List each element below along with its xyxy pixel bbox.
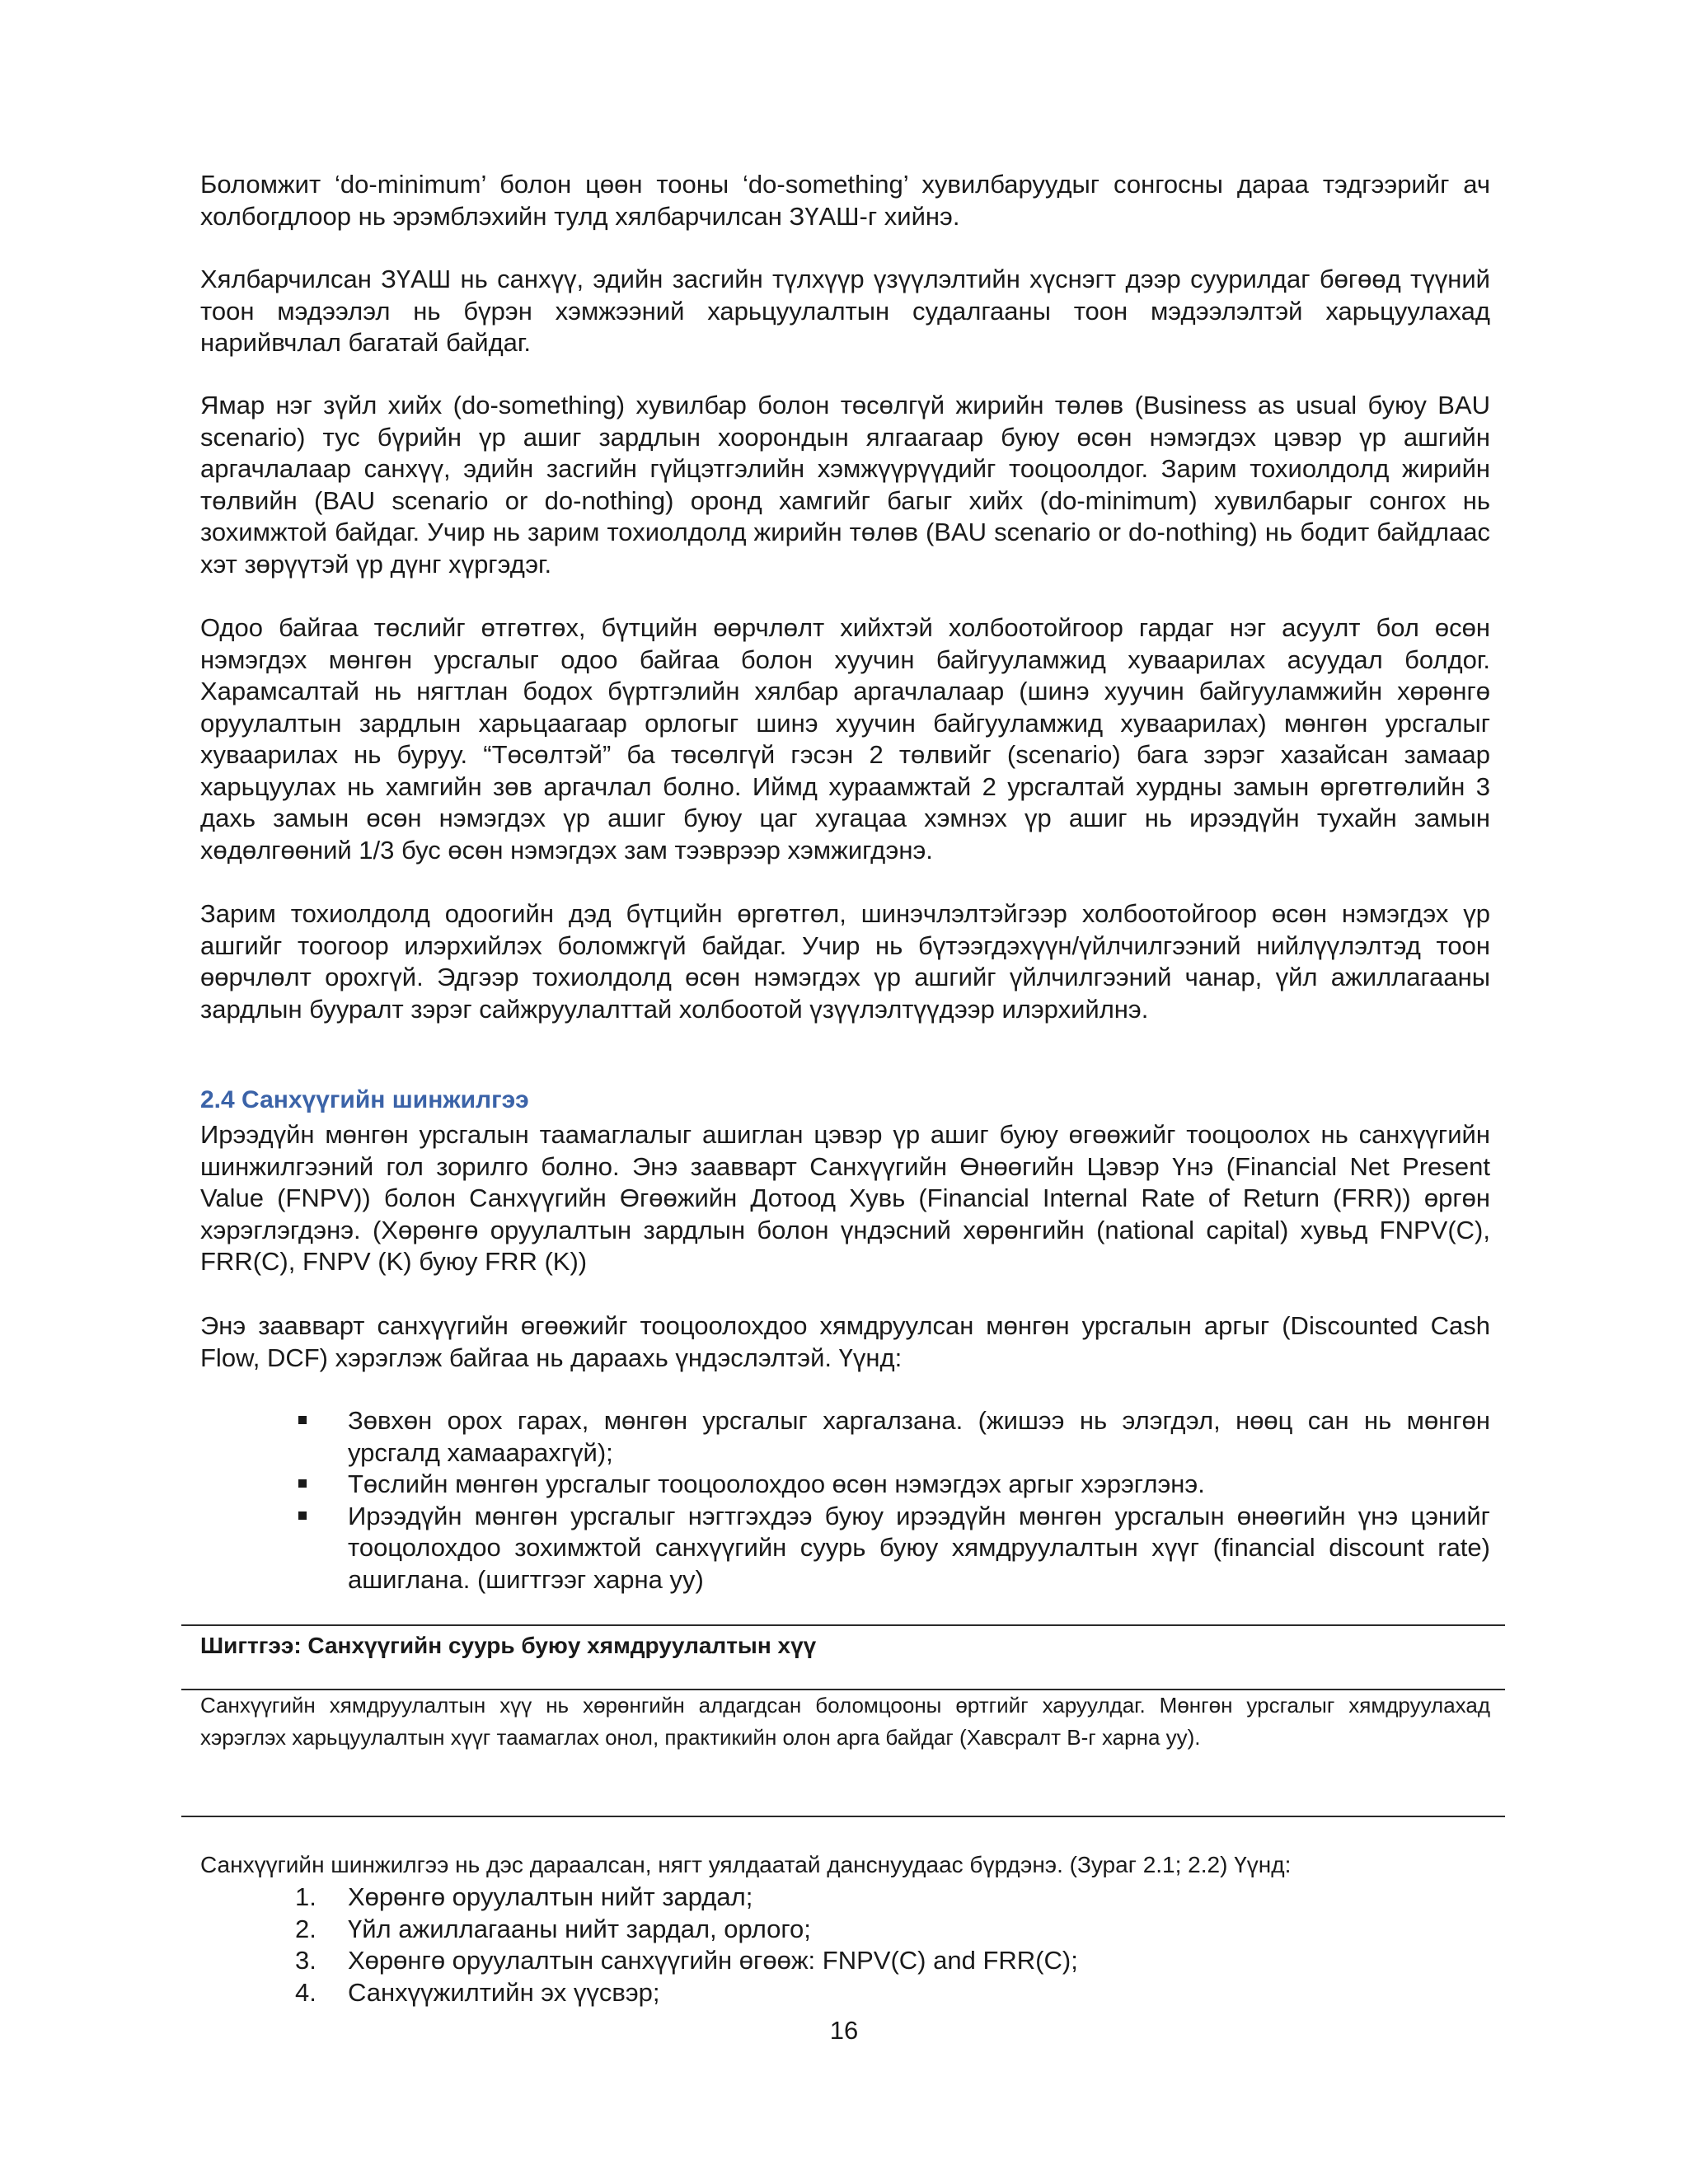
bullet-marker (298, 1479, 307, 1488)
bullet-text: Төслийн мөнгөн урсгалыг тооцоолохдоо өсөн нэмэгдэх аргыг хэрэглэнэ. (348, 1469, 1205, 1498)
paragraph-simplified-analysis: Хялбарчилсан ЗҮАШ нь санхүү, эдийн засгийн түлхүүр үзүүлэлтийн хүснэгт дээр суурилдаг бөгөөд түүний тоон мэдээлэл нь бүрэн хэмжээний харьцуулалтын судалгааны тоон мэдээлэлтэй харьцуулахад нарийвчлал багатай байдаг. (200, 265, 1490, 357)
item-text: Хөрөнгө оруулалтын санхүүгийн өгөөж: FNPV(C) and FRR(C); (348, 1946, 1078, 1975)
list-item (295, 1501, 1490, 1596)
item-text: Үйл ажиллагааны нийт зардал, орлого; (348, 1914, 811, 1943)
paragraph-dcf: Энэ заавварт санхүүгийн өгөөжийг тооцоолохдоо хямдруулсан мөнгөн урсгалын аргыг (Discounted Cash Flow, DCF) хэрэглэж байгаа нь дараахь үндэслэлтэй. Үүнд: (200, 1311, 1490, 1372)
list-item (295, 1945, 1490, 1977)
item-number: 1. (295, 1882, 316, 1911)
box-title: Шигтгээ: Санхүүгийн суурь буюу хямдруулалтын хүү (200, 1633, 817, 1658)
paragraph-financial-goal: Ирээдүйн мөнгөн урсгалын таамаглалыг ашиглан цэвэр үр ашиг буюу өгөөжийг тооцоолох нь санхүүгийн шинжилгээний гол зорилго болно. Энэ заавварт Санхүүгийн Өнөөгийн Цэвэр Үнэ (Financial Net Present Value (FNPV)) болон Санхүүгийн Өгөөжийн Дотоод Хувь (Financial Internal Rate of Return (FRR)) өргөн хэрэглэгдэнэ. (Хөрөнгө оруулалтын зардлын болон үндэсний хөрөнгийн (national capital) хувьд FNPV(C), FRR(C), FNPV (K) буюу FRR (K)) (200, 1120, 1490, 1276)
list-item (295, 1469, 1490, 1501)
bullet-list (295, 1405, 1490, 1596)
paragraph-existing-project: Одоо байгаа төслийг өтгөтгөх, бүтцийн өөрчлөлт хийхтэй холбоотойгоор гардаг нэг асуулт бол өсөн нэмэгдэх мөнгөн урсгалыг одоо байгаа болон хуучин байгууламжид хуваарилах асуудал болдог. Харамсалтай нь нягтлан бодох бүртгэлийн хялбар аргачлалаар (шинэ хуучин байгууламжийн хөрөнгө оруулалтын зардлын харьцаагаар орлогыг шинэ хуучин байгууламжид хуваарилах) мөнгөн урсгалыг хуваарилах нь буруу. “Төсөлтэй” ба төсөлгүй гэсэн 2 төлвийг (scenario) бага зэрэг хазайсан замаар харьцуулах нь хамгийн зөв аргачлал болно. Иймд хураамжтай 2 урсгалтай хурдны замын өргөтгөлийн 3 дахь замын өсөн нэмэгдэх үр ашиг буюу цаг хугацаа хэмнэх үр ашиг нь ирээдүйн тухайн замын хөдөлгөөний 1/3 бус өсөн нэмэгдэх зам тээврээр хэмжигдэнэ. (200, 613, 1490, 865)
list-item (295, 1977, 1490, 2009)
numbered-list (295, 1882, 1490, 2008)
box-top-rule (181, 1624, 1505, 1626)
page-number: 16 (829, 2016, 859, 2045)
bullet-text: Ирээдүйн мөнгөн урсгалыг нэгтгэхдээ буюу ирээдүйн мөнгөн урсгалын өнөөгийн үнэ цэнийг тооцолохдоо зохимжтой санхүүгийн суурь буюу хямдруулалтын хүүг (financial discount rate) ашиглана. (шигтгээг харна уу) (348, 1501, 1490, 1594)
list-item (295, 1882, 1490, 1914)
box-text: Санхүүгийн хямдруулалтын хүү нь хөрөнгийн алдагдсан боломцооны өртгийг харуулдаг. Мөнгөн урсгалыг хямдруулахад хэрэглэх харьцуулалтын хүүг таамаглах онол, практикийн олон арга байдаг (Хавсралт В-г харна уу). (200, 1693, 1490, 1750)
paragraph-do-minimum: Боломжит ‘do-minimum’ болон цөөн тооны ‘do-something’ хувилбаруудыг сонгосны дараа тэдгээрийг ач холбогдлоор нь эрэмблэхийн тулд хялбарчилсан ЗҮАШ-г хийнэ. (200, 170, 1490, 231)
bullet-marker (298, 1511, 307, 1520)
item-number: 3. (295, 1946, 316, 1975)
accounts-intro: Санхүүгийн шинжилгээ нь дэс дараалсан, нягт уялдаатай данснуудаас бүрдэнэ. (Зураг 2.1; 2.2) Үүнд: (200, 1852, 1292, 1877)
bullet-text: Зөвхөн орох гарах, мөнгөн урсгалыг харгалзана. (жишээ нь элэгдэл, нөөц сан нь мөнгөн урсгалд хамаарахгүй); (348, 1406, 1490, 1467)
item-number: 2. (295, 1914, 316, 1943)
paragraph-infrastructure: Зарим тохиолдолд одоогийн дэд бүтцийн өргөтгөл, шинэчлэлтэйгээр холбоотойгоор өсөн нэмэгдэх үр ашгийг тоогоор илэрхийлэх боломжгүй байдаг. Учир нь бүтээгдэхүүн/үйлчилгээний нийлүүлэлтэд тоон өөрчлөлт орохгүй. Эдгээр тохиолдолд өсөн нэмэгдэх үр ашгийг үйлчилгээний чанар, үйл ажиллагааны зардлын бууралт зэрэг сайжруулалттай холбоотой үзүүлэлтүүдээр илэрхийлнэ. (200, 899, 1490, 1024)
item-number: 4. (295, 1977, 316, 2007)
box-bottom-rule (181, 1816, 1505, 1817)
section-heading: 2.4 Санхүүгийн шинжилгээ (200, 1086, 529, 1113)
list-item (295, 1914, 1490, 1946)
list-item (295, 1405, 1490, 1469)
paragraph-do-something: Ямар нэг зүйл хийх (do-something) хувилбар болон төсөлгүй жирийн төлөв (Business as usual буюу BAU scenario) тус бүрийн үр ашиг зардлын хоорондын ялгаагаар буюу өсөн нэмэгдэх цэвэр үр ашгийн аргачлалаар санхүү, эдийн засгийн гүйцэтгэлийн хэмжүүрүүдийг тооцоолдог. Зарим тохиолдолд жирийн төлвийн (BAU scenario or do-nothing) оронд хамгийг багыг хийх (do-minimum) хувилбарыг сонгох нь зохимжтой байдаг. Учир нь зарим тохиолдолд жирийн төлөв (BAU scenario or do-nothing) нь бодит байдлаас хэт зөрүүтэй үр дүнг хүргэдэг. (200, 391, 1490, 579)
item-text: Хөрөнгө оруулалтын нийт зардал; (348, 1882, 753, 1911)
item-text: Санхүүжилтийн эх үүсвэр; (348, 1977, 660, 2007)
bullet-marker (298, 1416, 307, 1424)
